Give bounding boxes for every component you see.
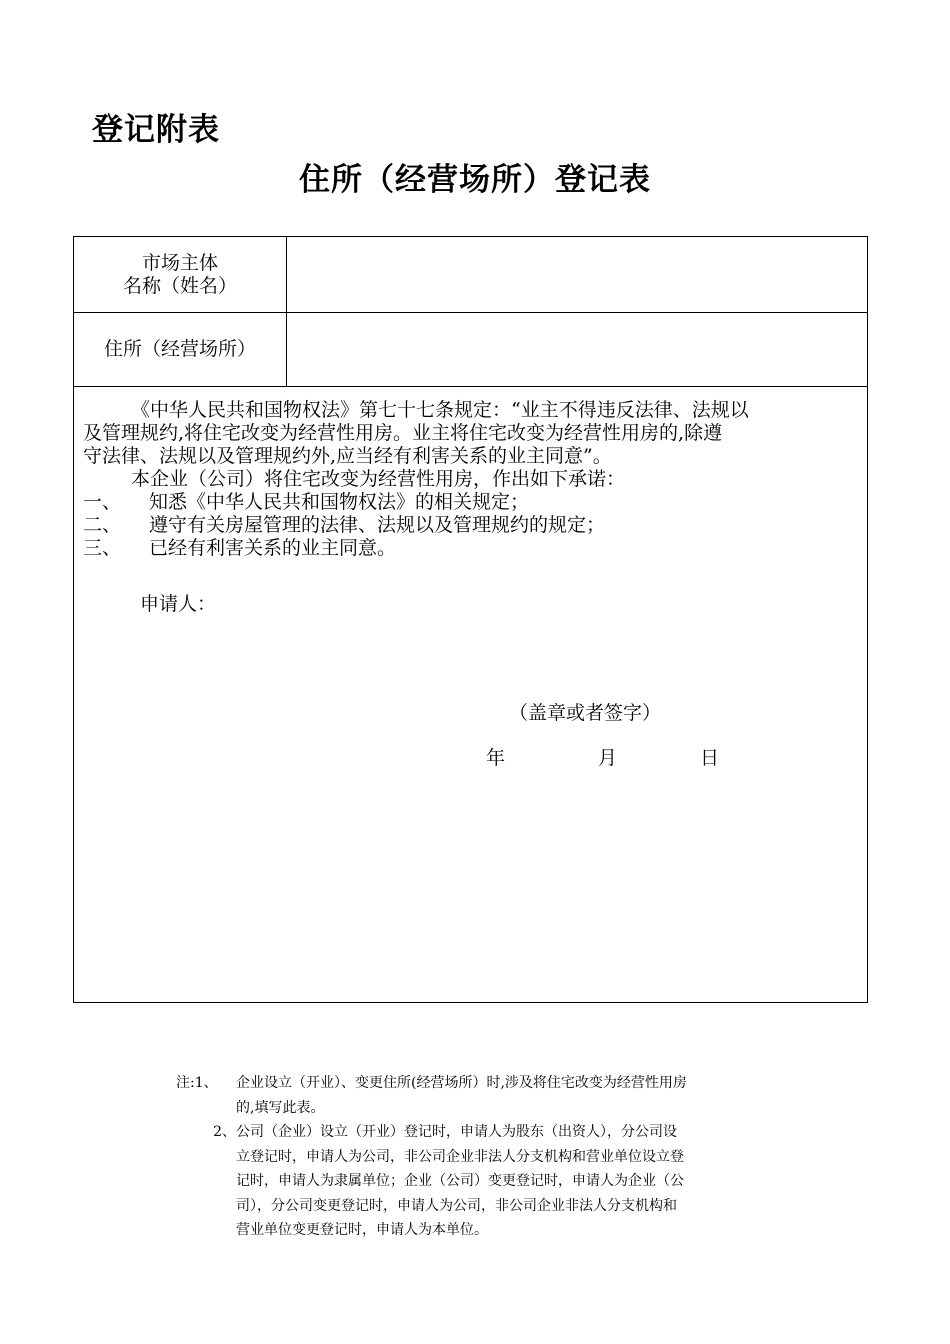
commitment-item-text: 遵守有关房屋管理的法律、法规以及管理规约的规定； (149, 514, 606, 536)
footnotes (176, 1071, 776, 1243)
commitment-item-text: 已经有利害关系的业主同意。 (149, 537, 397, 559)
note-2 (176, 1120, 776, 1145)
commitment-item (83, 491, 859, 514)
law-quote-line2: 及管理规约,将住宅改变为经营性用房。业主将住宅改变为经营性用房的,除遵 (83, 422, 723, 444)
address-label: 住所（经营场所） (74, 312, 287, 386)
entity-name-field[interactable] (287, 237, 867, 312)
law-quote-line3: 守法律、法规以及管理规约外,应当经有利害关系的业主同意”。 (83, 445, 612, 467)
note-2-line1: 公司（企业）设立（开业）登记时，申请人为股东（出资人），分公司设 (236, 1124, 677, 1140)
note-1-line2: 的,填写此表。 (236, 1099, 325, 1116)
commitment-item-num: 一、 (83, 491, 122, 513)
entity-name-label (74, 237, 287, 312)
date-month-label: 月 (598, 747, 618, 769)
note-2-num: 2、 (213, 1124, 236, 1140)
note-2-line2: 立登记时，申请人为公司，非公司企业非法人分支机构和营业单位设立登 (236, 1148, 684, 1165)
note-2-line3: 记时，申请人为隶属单位；企业（公司）变更登记时，申请人为企业（公 (236, 1173, 684, 1189)
commitment-statement (83, 399, 859, 560)
entity-name-row (74, 237, 867, 313)
form-title: 住所（经营场所）登记表 (299, 162, 651, 198)
seal-or-signature-note: （盖章或者签字） (509, 702, 662, 724)
applicant-label: 申请人： (140, 593, 217, 615)
registration-form-table (73, 236, 868, 1003)
commitment-item (83, 514, 859, 537)
appendix-label: 登记附表 (92, 112, 220, 148)
commitment-item-num: 二、 (83, 514, 122, 536)
commitment-item (83, 537, 859, 560)
address-row (74, 312, 867, 387)
commitment-item-text: 知悉《中华人民共和国物权法》的相关规定； (149, 491, 530, 513)
commitment-intro: 本企业（公司）将住宅改变为经营性用房，作出如下承诺： (131, 468, 626, 490)
address-field[interactable] (287, 312, 867, 386)
note-1 (176, 1071, 776, 1096)
date-day-label: 日 (700, 747, 720, 769)
entity-name-label-line1: 市场主体 (141, 251, 218, 274)
note-1-line1: 企业设立（开业）、变更住所(经营场所）时,涉及将住宅改变为经营性用房 (236, 1075, 687, 1091)
date-year-label: 年 (486, 747, 506, 769)
note-2-line5: 营业单位变更登记时，申请人为本单位。 (236, 1222, 488, 1238)
note-2-line4: 司），分公司变更登记时，申请人为公司，非公司企业非法人分支机构和 (236, 1197, 677, 1214)
entity-name-label-line2: 名称（姓名） (122, 274, 237, 297)
commitment-item-num: 三、 (83, 537, 122, 559)
note-prefix: 注:1、 (176, 1075, 218, 1091)
law-quote-line1: 《中华人民共和国物权法》第七十七条规定：“业主不得违反法律、法规以 (131, 399, 749, 421)
